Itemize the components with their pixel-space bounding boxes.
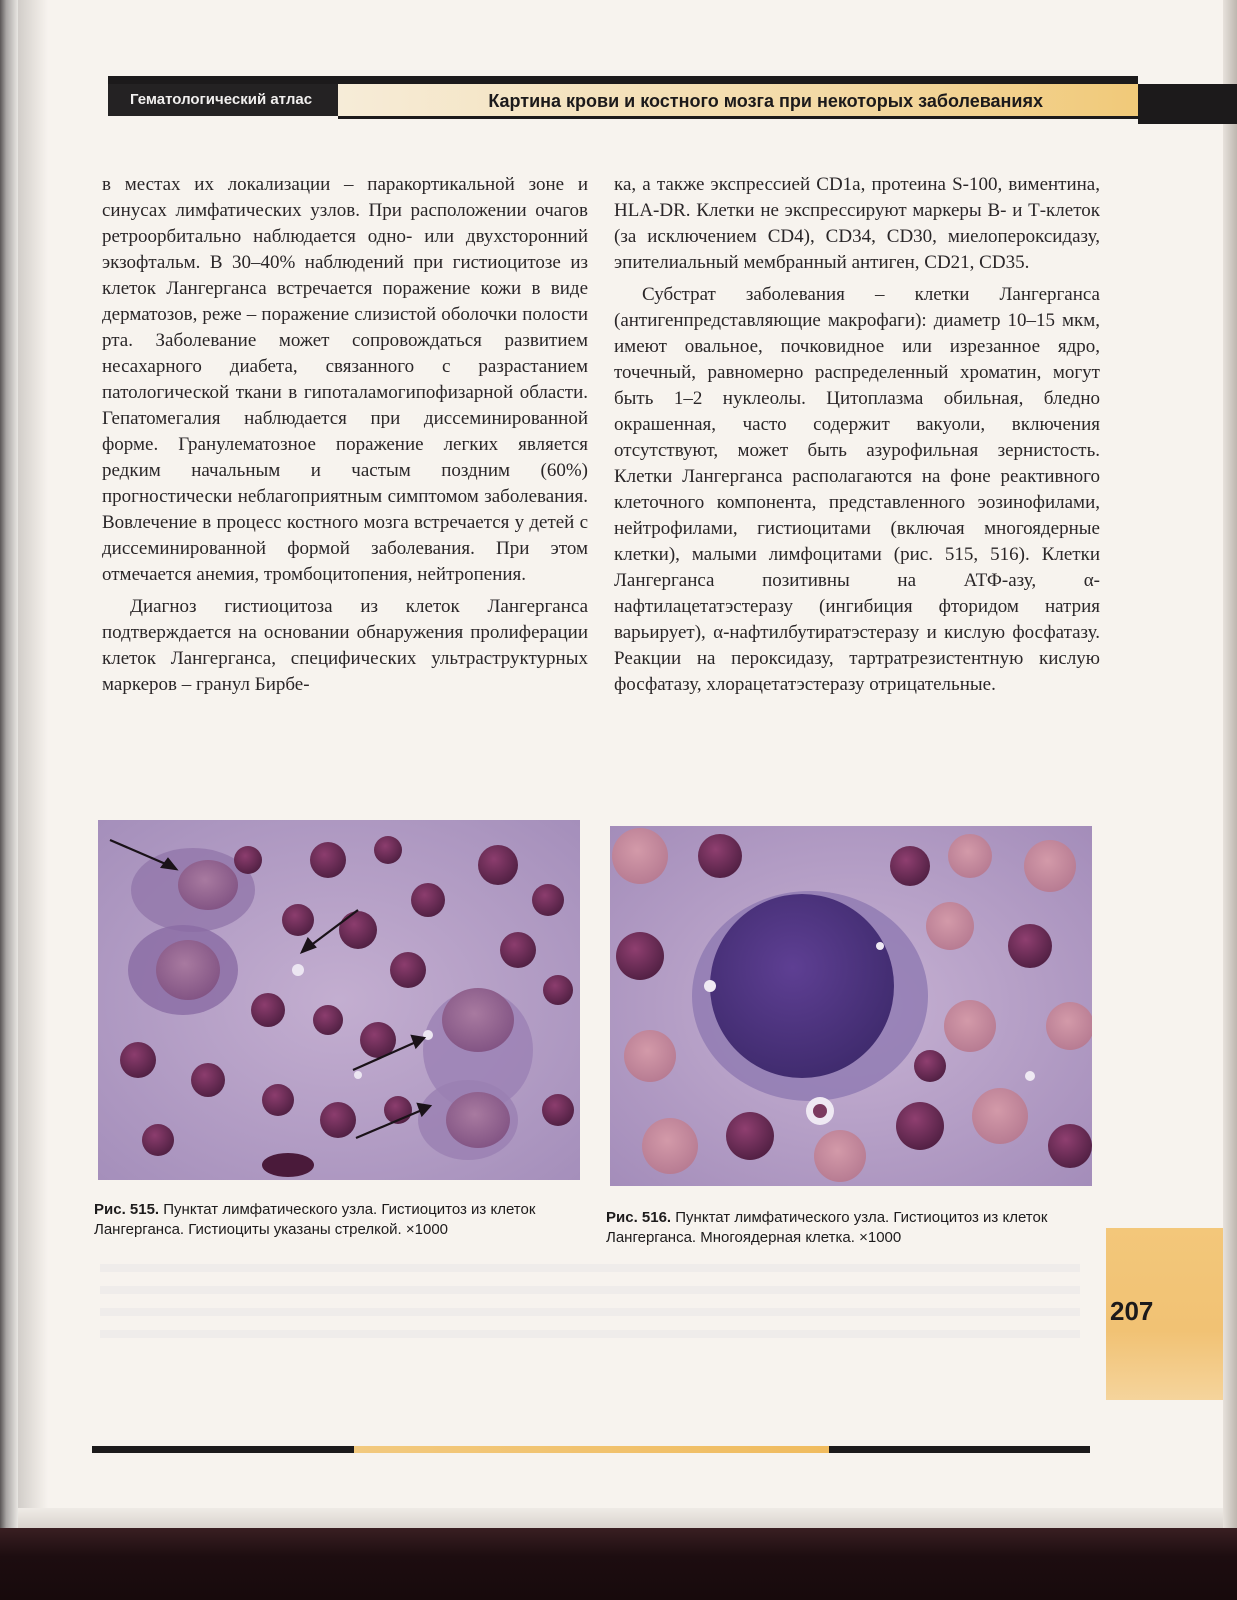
page-bottom-edge [18, 1508, 1223, 1530]
figure-caption-text: Пунктат лимфатического узла. Гистиоцитоз из клеток Лангерганса. Многоядерная клетка. ×1000 [606, 1209, 1048, 1246]
micrograph-image [98, 820, 580, 1180]
body-paragraph: ка, а также экспрессией CD1a, протеина S-100, виментина, HLA-DR. Клетки не экспрессируют маркеры В- и Т-клеток (за исключением CD4), CD34, CD30, миелопероксидазу, эпителиальный мембранный антиген, CD21, CD35. [614, 174, 1100, 273]
figure-515-caption [94, 1200, 584, 1240]
header-book-title: Гематологический атлас [108, 84, 338, 116]
background-surface [0, 1528, 1237, 1600]
figure-label: Рис. 515. [94, 1201, 160, 1218]
text-column-right [614, 172, 1100, 698]
page-right-edge [1223, 0, 1237, 1530]
bleed-through-text [100, 1250, 1080, 1340]
footer-rule-middle [354, 1446, 829, 1453]
footer-rule-left [92, 1446, 354, 1453]
body-paragraph: Субстрат заболевания – клетки Лангерганса (антигенпредставляющие макрофаги): диаметр 10–15 мкм, имеют овальное, почковидное или изрезанное ядро, точечный, равномерно распределенный хроматин, могут быть 1–2 нуклеолы. Цитоплазма обильная, бледно окрашенная, часто содержит вакуоли, включения отсутствуют, может быть азурофильная зернистость. Клетки Лангерганса располагаются на фоне реактивного клеточного компонента, представленного эозинофилами, нейтрофилами, гистиоцитами (включая многоядерные клетки), малыми лимфоцитами (рис. 515, 516). Клетки Лангерганса позитивны на АТФ-азу, α-нафтилацетатэстеразу (ингибиция фторидом натрия варьирует), α-нафтилбутиратэстеразу и кислую фосфатазу. Реакции на пероксидазу, тартратрезистентную кислую фосфатазу, хлорацетатэстеразу отрицательные. [614, 284, 1100, 695]
figure-515-micrograph [98, 820, 580, 1180]
text-column-left [102, 172, 588, 698]
figure-516-micrograph [610, 826, 1092, 1186]
running-header [108, 76, 1237, 124]
figure-caption-text: Пунктат лимфатического узла. Гистиоцитоз из клеток Лангерганса. Гистиоциты указаны стрелкой. ×1000 [94, 1201, 536, 1238]
spine-shadow [18, 0, 48, 1600]
page-number: 207 [1110, 1296, 1154, 1326]
header-dark-tab [1138, 84, 1237, 124]
header-chapter-title: Картина крови и костного мозга при некоторых заболеваниях [338, 84, 1237, 116]
body-paragraph: в местах их локализации – паракортикальной зоне и синусах лимфатических узлов. При расположении очагов ретроорбитально наблюдается одно- или двухсторонний экзофтальм. В 30–40% наблюдений при гистиоцитозе из клеток Лангерганса встречается поражение кожи в виде дерматозов, реже – поражение слизистой оболочки полости рта. Заболевание может сопровождаться развитием несахарного диабета, связанного с разрастанием патологической ткани в гипоталамогипофизарной области. Гепатомегалия наблюдается при диссеминированной форме. Гранулематозное поражение легких является редким начальным и частым поздним (60%) прогностически неблагоприятным симптомом заболевания. Вовлечение в процесс костного мозга встречается у детей с диссеминированной формой заболевания. При этом отмечается анемия, тромбоцитопения, нейтропения. [102, 174, 588, 585]
book-spine [0, 0, 18, 1600]
micrograph-image [610, 826, 1092, 1186]
footer-rule-right [829, 1446, 1090, 1453]
figure-label: Рис. 516. [606, 1209, 672, 1226]
header-bottom-rule [338, 116, 1138, 119]
header-top-rule [108, 76, 1138, 84]
figure-516-caption [606, 1208, 1096, 1248]
body-paragraph: Диагноз гистиоцитоза из клеток Лангерганса подтверждается на основании обнаружения пролиферации клеток Лангерганса, специфических ультраструктурных маркеров – гранул Бирбе- [102, 596, 588, 695]
